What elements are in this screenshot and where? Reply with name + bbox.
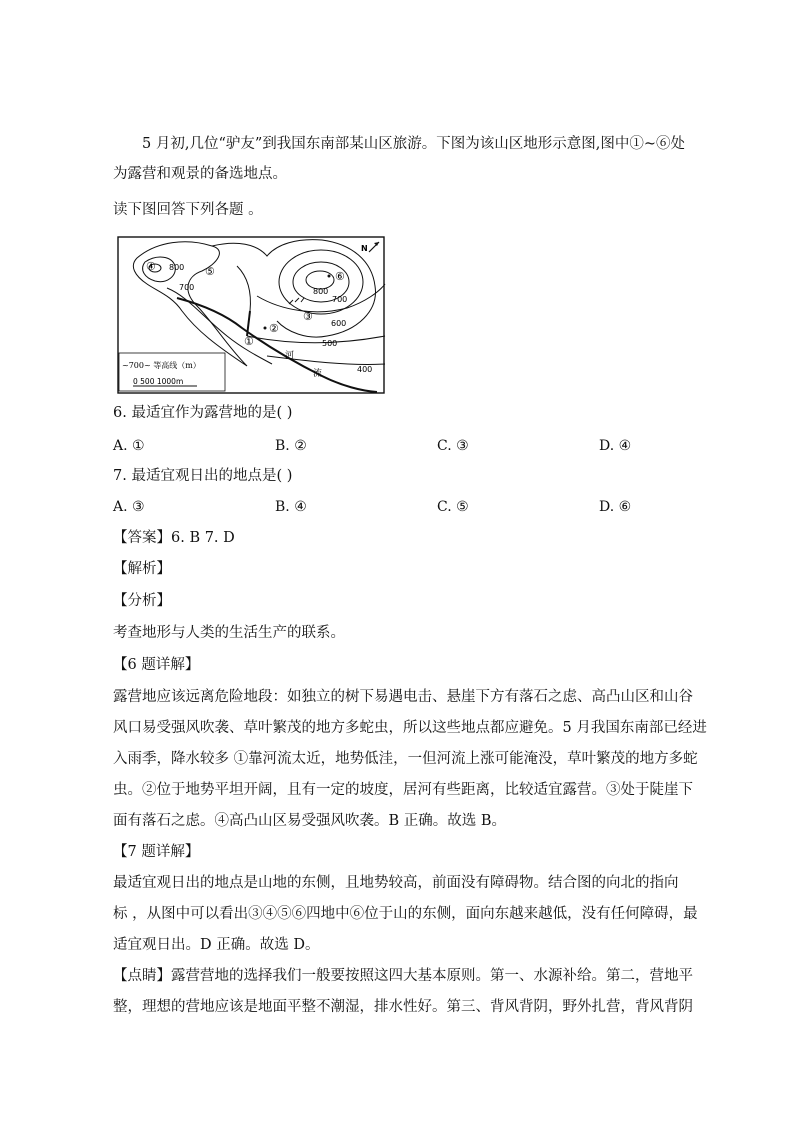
fenxi-text: 考查地形与人类的生活生产的联系。 [113,625,345,641]
legend-contour: ~700~ 等高线（m） [122,361,201,370]
dianjing-line-2: 整，理想的营地应该是地面平整不潮湿，排水性好。第三、背风背阴，野外扎营，背风背阴 [113,999,693,1015]
contour-label-800-east: 800 [313,287,329,296]
analysis-heading: 【解析】 [113,561,171,577]
point-6: ⑥ [335,270,345,283]
q6-detail-line-5: 面有落石之虑。④高凸山区易受强风吹袭。B 正确。故选 B。 [113,813,507,829]
q7-option-b: B. ④ [275,499,307,515]
point-1: ① [244,335,254,348]
contour-label-500: 500 [322,339,338,348]
q7-detail-line-2: 标 ，从图中可以看出③④⑤⑥四地中⑥位于山的东侧，面向东越来越低，没有任何障碍，最 [113,906,698,922]
contour-label-700-east: 700 [332,295,348,304]
q6-detail-line-2: 风口易受强风吹袭、草叶繁茂的地方多蛇虫，所以这些地点都应避免。5 月我国东南部已经进 [113,720,707,736]
instruction: 读下图回答下列各题 。 [113,202,263,218]
q7-detail-heading: 【7 题详解】 [113,844,200,860]
q6-detail-line-4: 虫。②位于地势平坦开阔，且有一定的坡度，居河有些距离，比较适宜露营。③处于陡崖下 [113,782,693,798]
q6-detail-heading: 【6 题详解】 [113,657,200,673]
q6-option-b: B. ② [275,438,307,454]
point-4: ④ [146,260,156,273]
answer-line: 【答案】6. B 7. D [113,530,235,546]
legend-scale: 0 500 1000m [133,377,184,386]
intro-line-2: 为露营和观景的备选地点。 [113,166,287,182]
q6-stem: 6. 最适宜作为露营地的是( ) [113,405,293,421]
q6-detail-line-3: 入雨季，降水较多 ①靠河流太近，地势低洼，一但河流上涨可能淹没，草叶繁茂的地方多蛇 [113,751,698,767]
fenxi-heading: 【分析】 [113,593,171,609]
q7-detail-line-3: 适宜观日出。D 正确。故选 D。 [113,937,320,953]
q6-option-a: A. ① [113,438,145,454]
q7-option-d: D. ⑥ [599,499,632,515]
topographic-map [117,236,387,394]
point-3: ③ [303,310,313,323]
river-label-1: 河 [285,351,295,361]
contour-label-800: 800 [169,263,185,272]
contour-label-700: 700 [179,283,195,292]
dianjing-line-1: 【点睛】露营营地的选择我们一般要按照这四大基本原则。第一、水源补给。第二，营地平 [113,968,693,984]
contour-label-600: 600 [331,319,347,328]
topographic-map-svg [117,236,387,394]
intro-line-1: 5 月初,几位“驴友”到我国东南部某山区旅游。下图为该山区地形示意图,图中①~⑥处 [142,136,686,152]
point-5: ⑤ [205,265,215,278]
q7-stem: 7. 最适宜观日出的地点是( ) [113,468,293,484]
q6-detail-line-1: 露营地应该远离危险地段：如独立的树下易遇电击、悬崖下方有落石之虑、高凸山区和山谷 [113,689,693,705]
point-2: ② [269,322,279,335]
q7-option-a: A. ③ [113,499,145,515]
q7-option-c: C. ⑤ [437,499,469,515]
q6-option-d: D. ④ [599,438,632,454]
contour-label-400: 400 [357,365,373,374]
q7-detail-line-1: 最适宜观日出的地点是山地的东侧，且地势较高，前面没有障碍物。结合图的向北的指向 [113,875,679,891]
north-arrow-label: N [361,244,368,253]
q6-option-c: C. ③ [437,438,469,454]
river-label-2: 流 [313,369,323,379]
